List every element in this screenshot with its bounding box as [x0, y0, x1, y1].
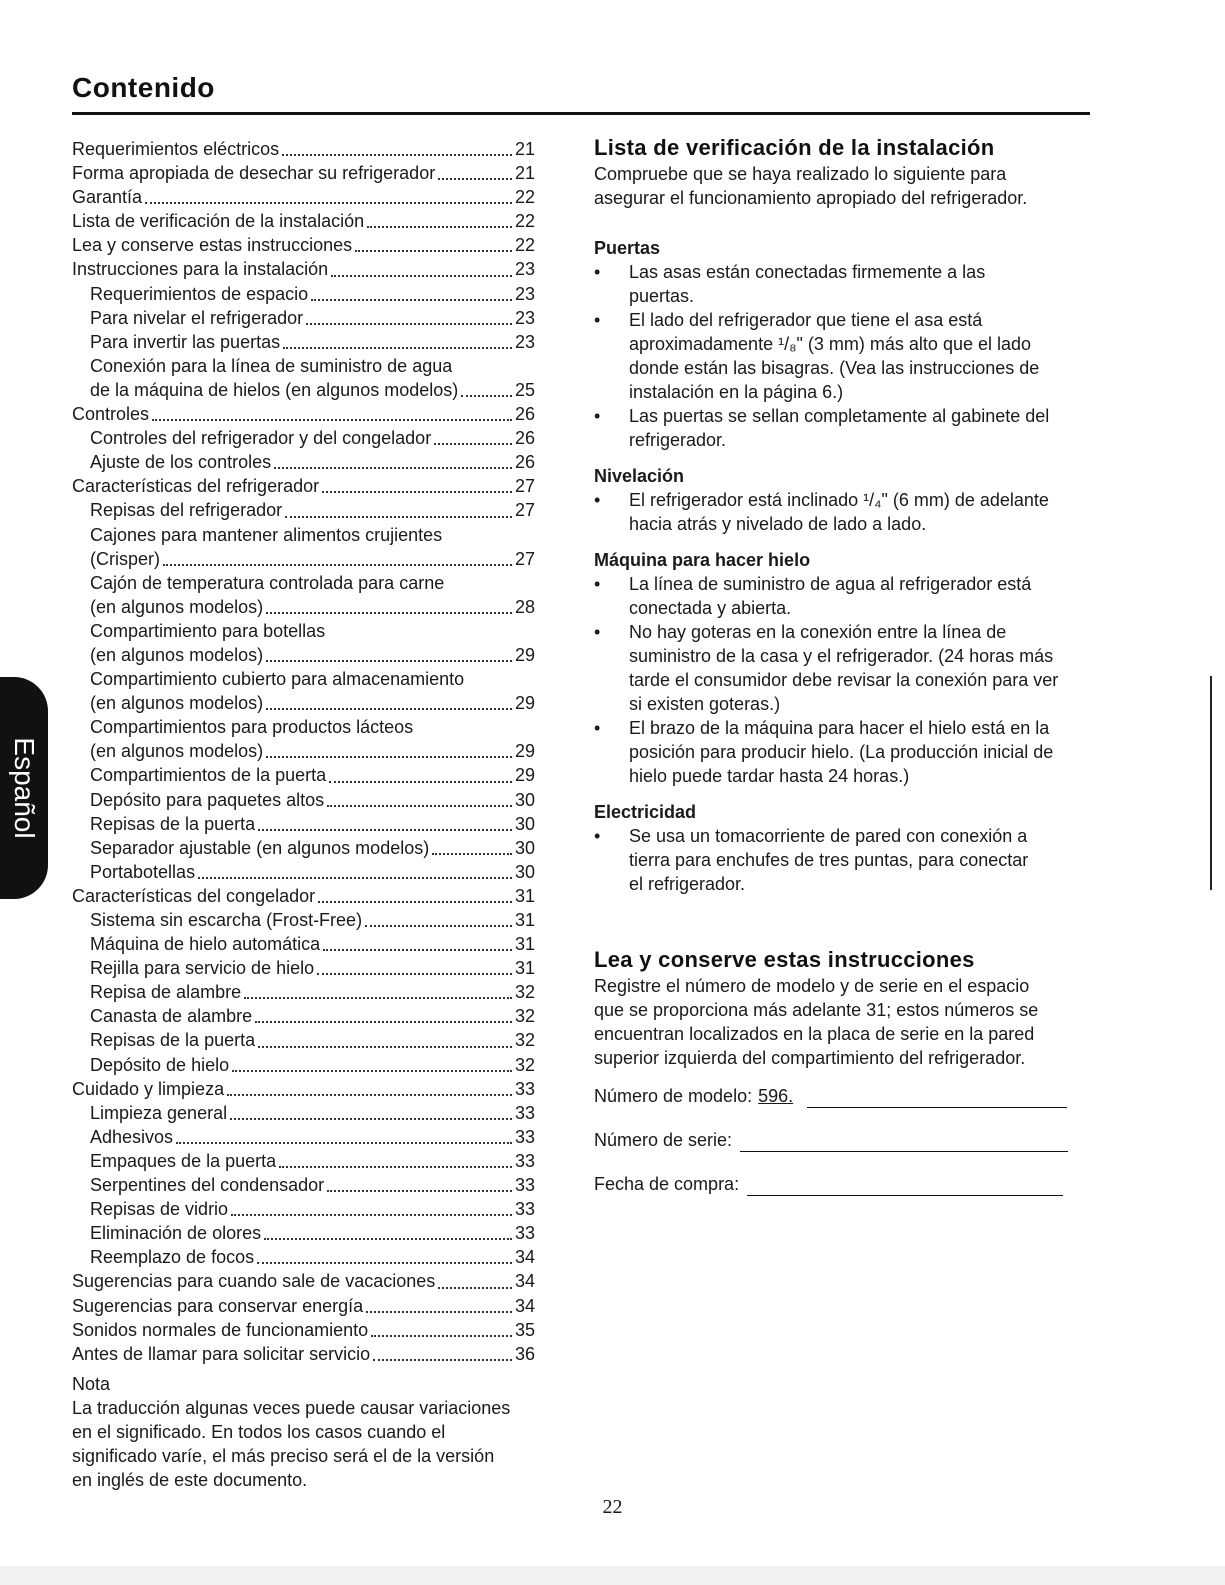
toc-entry-title: (Crisper)	[90, 548, 160, 569]
toc-dot-leader	[266, 707, 512, 710]
toc-page-number: 31	[514, 910, 535, 930]
toc-page-number: 22	[514, 211, 535, 232]
toc-entry	[72, 1173, 535, 1197]
page-title: Contenido	[72, 72, 215, 103]
toc-entry	[72, 1077, 535, 1101]
toc-dot-leader	[257, 1261, 512, 1264]
toc-entry-title: Depósito para paquetes altos	[90, 789, 325, 810]
toc-entry-title: (en algunos modelos)	[90, 644, 264, 665]
checklist-item-line: donde están las bisagras. (Vea las instrucciones de	[629, 358, 1040, 378]
toc-entry	[72, 1028, 535, 1052]
toc-entry-title: Repisas de la puerta	[90, 1030, 256, 1051]
toc-entry	[72, 1149, 535, 1173]
checklist-item-line: hacia atrás y nivelado de lado a lado.	[629, 514, 927, 534]
toc-entry-title: (en algunos modelos)	[90, 693, 264, 714]
checklist-item-line: conectada y abierta.	[629, 598, 792, 618]
checklist-item	[594, 572, 1094, 620]
toc-entry	[72, 402, 535, 426]
toc-entry-title: Reemplazo de focos	[90, 1247, 255, 1268]
toc-page-number: 33	[514, 1199, 535, 1220]
toc-entry-title: Separador ajustable (en algunos modelos)	[90, 837, 430, 858]
toc-page-number: 26	[514, 404, 535, 425]
toc-entry	[72, 209, 535, 233]
toc-entry-title: Controles del refrigerador y del congelador	[90, 428, 432, 449]
toc-dot-leader	[279, 1165, 512, 1168]
toc-page-number: 31	[514, 958, 535, 979]
checklist-item-line: La línea de suministro de agua al refrigerador está	[629, 574, 1032, 594]
toc-page-number: 21	[514, 163, 535, 184]
toc-entry-title: Máquina de hielo automática	[90, 934, 321, 955]
toc-page-number: 27	[514, 500, 535, 521]
toc-page-number: 30	[514, 861, 535, 882]
toc-entry-title: Requerimientos de espacio	[90, 283, 309, 304]
toc-entry-title: (en algunos modelos)	[90, 596, 264, 617]
checklist-item-line: puertas.	[629, 286, 695, 306]
note-line: La traducción algunas veces puede causar variaciones	[72, 1398, 511, 1418]
toc-page-number: 26	[514, 428, 535, 449]
checklist-item-line: el refrigerador.	[629, 874, 746, 894]
checklist-list	[594, 572, 1094, 788]
toc-entry	[72, 1004, 535, 1028]
toc-page-number: 22	[514, 235, 535, 256]
toc-entry	[72, 1197, 535, 1221]
toc-page-number: 29	[514, 765, 535, 786]
toc-entry	[72, 908, 535, 932]
toc-page-number: 30	[514, 837, 535, 858]
toc-dot-leader	[311, 298, 512, 301]
checklist-item-line: No hay goteras en la conexión entre la línea de	[629, 622, 1007, 642]
toc-dot-leader	[258, 828, 512, 831]
toc-entry-title: Lista de verificación de la instalación	[72, 211, 365, 232]
bullet-icon: •	[594, 622, 601, 642]
toc-entry	[72, 980, 535, 1004]
toc-page-number: 32	[514, 1054, 535, 1075]
scan-edge	[0, 1566, 1225, 1585]
toc-dot-leader	[317, 972, 512, 975]
toc-page-number: 35	[514, 1319, 535, 1340]
keep-line: encuentran localizados en la placa de serie en la pared	[594, 1024, 1035, 1044]
toc-entry	[72, 788, 535, 812]
toc-dot-leader	[432, 852, 512, 855]
language-tab-label: Español	[9, 737, 40, 839]
serial-number-label: Número de serie:	[594, 1130, 733, 1150]
toc-dot-leader	[231, 1213, 512, 1216]
toc-entry-title: de la máquina de hielos (en algunos modelos)	[90, 379, 459, 400]
note-line: en inglés de este documento.	[72, 1470, 308, 1490]
toc-entry	[72, 306, 535, 330]
toc-dot-leader	[266, 611, 512, 614]
intro-line: Compruebe que se haya realizado lo siguiente para	[594, 164, 1007, 184]
toc-entry-title: Sugerencias para conservar energía	[72, 1295, 364, 1316]
toc-page-number: 27	[514, 476, 535, 497]
toc-page-number: 25	[514, 379, 535, 400]
toc-dot-leader	[227, 1093, 512, 1096]
note-line: en el significado. En todos los casos cuando el	[72, 1422, 446, 1442]
toc-dot-leader	[255, 1020, 512, 1023]
right-column	[594, 134, 1094, 1196]
toc-entry-title: Características del congelador	[72, 885, 316, 906]
toc-entry	[72, 932, 535, 956]
toc-entry	[72, 956, 535, 980]
toc-entry-line: Compartimiento para botellas	[90, 620, 326, 641]
toc-entry-title: Forma apropiada de desechar su refrigerador	[72, 163, 436, 184]
serial-number-line	[740, 1131, 1068, 1152]
toc-dot-leader	[323, 948, 512, 951]
toc-dot-leader	[198, 876, 512, 879]
toc-page-number: 29	[514, 644, 535, 665]
toc-dot-leader	[366, 1310, 512, 1313]
toc-entry-title: Depósito de hielo	[90, 1054, 230, 1075]
toc-entry	[72, 474, 535, 498]
toc-page-number: 32	[514, 1030, 535, 1051]
keep-instructions-text	[594, 974, 1094, 1070]
toc-entry	[72, 450, 535, 474]
toc-dot-leader	[438, 1286, 512, 1289]
checklist-intro	[594, 162, 1094, 210]
toc-entry-title: Lea y conserve estas instrucciones	[72, 235, 353, 256]
toc-entry-title: Adhesivos	[90, 1126, 174, 1147]
toc-page-number: 29	[514, 693, 535, 714]
bullet-icon: •	[594, 262, 601, 282]
toc-dot-leader	[282, 153, 512, 156]
checklist-heading: Lista de verificación de la instalación	[594, 135, 995, 160]
intro-line: asegurar el funcionamiento apropiado del refrigerador.	[594, 188, 1028, 208]
toc-dot-leader	[327, 1189, 512, 1192]
toc-entry	[72, 1125, 535, 1149]
purchase-date-field	[594, 1172, 1094, 1196]
keep-line: que se proporciona más adelante 31; estos números se	[594, 1000, 1039, 1020]
toc-dot-leader	[176, 1141, 512, 1144]
note-heading: Nota	[72, 1374, 111, 1394]
toc-page-number: 23	[514, 331, 535, 352]
toc-page-number: 30	[514, 813, 535, 834]
bullet-icon: •	[594, 406, 601, 426]
toc-dot-leader	[274, 466, 512, 469]
serial-number-field	[594, 1128, 1094, 1152]
checklist-item-line: posición para producir hielo. (La producción inicial de	[629, 742, 1054, 762]
toc-entry-title: Para nivelar el refrigerador	[90, 307, 304, 328]
toc-dot-leader	[355, 249, 512, 252]
toc-dot-leader	[373, 1358, 512, 1361]
toc-page-number: 33	[514, 1175, 535, 1196]
translation-note	[72, 1372, 552, 1492]
checklist-list	[594, 488, 1094, 536]
toc-page-number: 33	[514, 1102, 535, 1123]
table-of-contents	[72, 137, 535, 1366]
keep-line: Registre el número de modelo y de serie en el espacio	[594, 976, 1030, 996]
toc-entry	[72, 1269, 535, 1293]
toc-entry-title: Repisas del refrigerador	[90, 500, 283, 521]
toc-entry	[72, 185, 535, 209]
toc-page-number: 33	[514, 1126, 535, 1147]
toc-entry-title: Empaques de la puerta	[90, 1150, 277, 1171]
toc-dot-leader	[434, 442, 512, 445]
checklist-item-line: Las asas están conectadas firmemente a las	[629, 262, 986, 282]
bullet-icon: •	[594, 574, 601, 594]
toc-entry	[72, 691, 535, 715]
toc-page-number: 23	[514, 307, 535, 328]
toc-entry-title: Características del refrigerador	[72, 476, 320, 497]
toc-dot-leader	[367, 225, 512, 228]
toc-entry-title: Garantía	[72, 187, 143, 208]
toc-entry	[72, 137, 535, 161]
checklist-item-line: hielo puede tardar hasta 24 horas.)	[629, 766, 910, 786]
toc-entry-title: Canasta de alambre	[90, 1006, 253, 1027]
toc-entry-title: Limpieza general	[90, 1102, 228, 1123]
toc-entry	[72, 426, 535, 450]
toc-entry	[72, 330, 535, 354]
checklist-item-line: tierra para enchufes de tres puntas, para conectar	[629, 850, 1029, 870]
checklist-list	[594, 260, 1094, 452]
toc-dot-leader	[461, 394, 512, 397]
checklist-item	[594, 260, 1094, 308]
toc-page-number: 21	[514, 139, 535, 159]
checklist-item	[594, 404, 1094, 452]
toc-entry	[72, 1318, 535, 1342]
toc-entry-title: Controles	[72, 404, 150, 425]
toc-entry	[72, 1053, 535, 1077]
toc-page-number: 33	[514, 1078, 535, 1099]
toc-page-number: 34	[514, 1271, 535, 1292]
checklist-item	[594, 620, 1094, 716]
checklist-item	[594, 716, 1094, 788]
bullet-icon: •	[594, 826, 601, 846]
toc-entry	[72, 860, 535, 884]
toc-dot-leader	[329, 780, 512, 783]
checklist-item	[594, 824, 1094, 896]
toc-entry-title: Requerimientos eléctricos	[72, 139, 280, 159]
checklist-item-line: El refrigerador está inclinado ¹/₄" (6 mm) de adelante	[629, 490, 1049, 510]
toc-dot-leader	[232, 1069, 512, 1072]
checklist-item-line: El brazo de la máquina para hacer el hielo está en la	[629, 718, 1050, 738]
toc-page-number: 31	[514, 885, 535, 906]
checklist-item-line: instalación en la página 6.)	[629, 382, 844, 402]
toc-dot-leader	[322, 490, 512, 493]
toc-entry	[72, 161, 535, 185]
toc-page-number: 22	[514, 187, 535, 208]
bullet-icon: •	[594, 490, 601, 510]
checklist-subheading: Nivelación	[594, 466, 685, 486]
toc-dot-leader	[318, 900, 512, 903]
toc-entry-title: Repisa de alambre	[90, 982, 242, 1003]
toc-entry	[72, 595, 535, 619]
checklist-list	[594, 824, 1094, 896]
toc-page-number: 23	[514, 259, 535, 280]
toc-entry-title: Eliminación de olores	[90, 1223, 262, 1244]
toc-dot-leader	[258, 1045, 512, 1048]
toc-page-number: 27	[514, 548, 535, 569]
toc-entry-title: Cuidado y limpieza	[72, 1078, 225, 1099]
toc-entry	[72, 643, 535, 667]
toc-entry-line: Cajón de temperatura controlada para carne	[90, 572, 445, 593]
title-rule	[72, 112, 1090, 115]
toc-entry-title: Repisas de vidrio	[90, 1199, 229, 1220]
toc-entry-title: Instrucciones para la instalación	[72, 259, 329, 280]
toc-entry-title: Portabotellas	[90, 861, 196, 882]
toc-entry	[72, 1245, 535, 1269]
checklist-item-line: tarde el consumidor debe revisar la conexión para ver	[629, 670, 1059, 690]
checklist-item-line: si existen goteras.)	[629, 694, 781, 714]
toc-entry	[72, 1342, 535, 1366]
toc-entry-title: Serpentines del condensador	[90, 1175, 325, 1196]
toc-page-number: 31	[514, 934, 535, 955]
toc-entry	[72, 498, 535, 522]
toc-dot-leader	[266, 659, 512, 662]
toc-page-number: 33	[514, 1150, 535, 1171]
bullet-icon: •	[594, 310, 601, 330]
toc-dot-leader	[145, 201, 512, 204]
toc-page-number: 34	[514, 1247, 535, 1268]
toc-page-number: 29	[514, 741, 535, 762]
toc-entry-title: Sugerencias para cuando sale de vacaciones	[72, 1271, 436, 1292]
toc-dot-leader	[371, 1334, 512, 1337]
checklist-item-line: refrigerador.	[629, 430, 727, 450]
toc-dot-leader	[230, 1117, 512, 1120]
toc-page-number: 26	[514, 452, 535, 473]
checklist-groups	[594, 210, 1094, 896]
toc-entry-title: Compartimientos de la puerta	[90, 765, 327, 786]
bullet-icon: •	[594, 718, 601, 738]
toc-entry	[72, 282, 535, 306]
model-number-line	[807, 1087, 1067, 1108]
toc-entry-line: Compartimiento cubierto para almacenamiento	[90, 669, 465, 690]
toc-entry-title: Rejilla para servicio de hielo	[90, 958, 315, 979]
toc-dot-leader	[306, 322, 512, 325]
toc-page-number: 28	[514, 596, 535, 617]
toc-dot-leader	[438, 177, 512, 180]
toc-entry	[72, 1294, 535, 1318]
toc-dot-leader	[331, 274, 512, 277]
note-line: significado varíe, el más preciso será el de la versión	[72, 1446, 495, 1466]
checklist-item-line: Se usa un tomacorriente de pared con conexión a	[629, 826, 1028, 846]
toc-entry-title: Antes de llamar para solicitar servicio	[72, 1343, 371, 1364]
toc-entry	[72, 812, 535, 836]
language-tab	[0, 677, 48, 899]
toc-dot-leader	[244, 996, 512, 999]
toc-entry-title: Ajuste de los controles	[90, 452, 272, 473]
checklist-item	[594, 488, 1094, 536]
toc-dot-leader	[264, 1237, 512, 1240]
toc-entry-title: (en algunos modelos)	[90, 741, 264, 762]
toc-entry	[72, 547, 535, 571]
toc-dot-leader	[283, 346, 512, 349]
toc-entry	[72, 836, 535, 860]
toc-dot-leader	[152, 418, 512, 421]
toc-entry	[72, 763, 535, 787]
checklist-subheading: Puertas	[594, 238, 661, 258]
toc-entry-title: Para invertir las puertas	[90, 331, 281, 352]
toc-page-number: 33	[514, 1223, 535, 1244]
toc-entry	[72, 739, 535, 763]
checklist-item	[594, 308, 1094, 404]
keep-line: superior izquierda del compartimiento del refrigerador.	[594, 1048, 1026, 1068]
toc-entry-line: Cajones para mantener alimentos crujientes	[90, 524, 443, 545]
margin-line	[1210, 676, 1212, 890]
toc-entry	[72, 884, 535, 908]
model-number-field	[594, 1084, 1094, 1108]
toc-entry-title: Repisas de la puerta	[90, 813, 256, 834]
checklist-item-line: Las puertas se sellan completamente al gabinete del	[629, 406, 1050, 426]
checklist-item-line: El lado del refrigerador que tiene el asa está	[629, 310, 983, 330]
toc-page-number: 23	[514, 283, 535, 304]
toc-dot-leader	[365, 924, 512, 927]
toc-entry-title: Sonidos normales de funcionamiento	[72, 1319, 369, 1340]
purchase-date-label: Fecha de compra:	[594, 1174, 740, 1194]
toc-page-number: 32	[514, 1006, 535, 1027]
toc-page-number: 32	[514, 982, 535, 1003]
page-number: 22	[602, 1496, 623, 1518]
purchase-date-line	[747, 1175, 1063, 1196]
checklist-item-line: aproximadamente ¹/₈" (3 mm) más alto que el lado	[629, 334, 1032, 354]
model-number-label: Número de modelo:	[594, 1086, 753, 1106]
toc-page-number: 34	[514, 1295, 535, 1316]
toc-dot-leader	[327, 804, 512, 807]
toc-entry	[72, 378, 535, 402]
toc-entry	[72, 1101, 535, 1125]
toc-entry-line: Conexión para la línea de suministro de agua	[90, 355, 453, 376]
model-number-value: 596.	[758, 1086, 794, 1106]
toc-page-number: 30	[514, 789, 535, 810]
toc-entry-title: Sistema sin escarcha (Frost-Free)	[90, 910, 363, 930]
toc-dot-leader	[163, 563, 512, 566]
checklist-subheading: Máquina para hacer hielo	[594, 550, 811, 570]
keep-instructions-heading: Lea y conserve estas instrucciones	[594, 947, 975, 972]
checklist-item-line: suministro de la casa y el refrigerador. (24 horas más	[629, 646, 1054, 666]
toc-dot-leader	[285, 515, 512, 518]
toc-entry-line: Compartimientos para productos lácteos	[90, 717, 414, 738]
toc-entry	[72, 233, 535, 257]
toc-entry	[72, 1221, 535, 1245]
toc-dot-leader	[266, 755, 512, 758]
toc-entry	[72, 257, 535, 281]
checklist-subheading: Electricidad	[594, 802, 697, 822]
toc-page-number: 36	[514, 1343, 535, 1364]
